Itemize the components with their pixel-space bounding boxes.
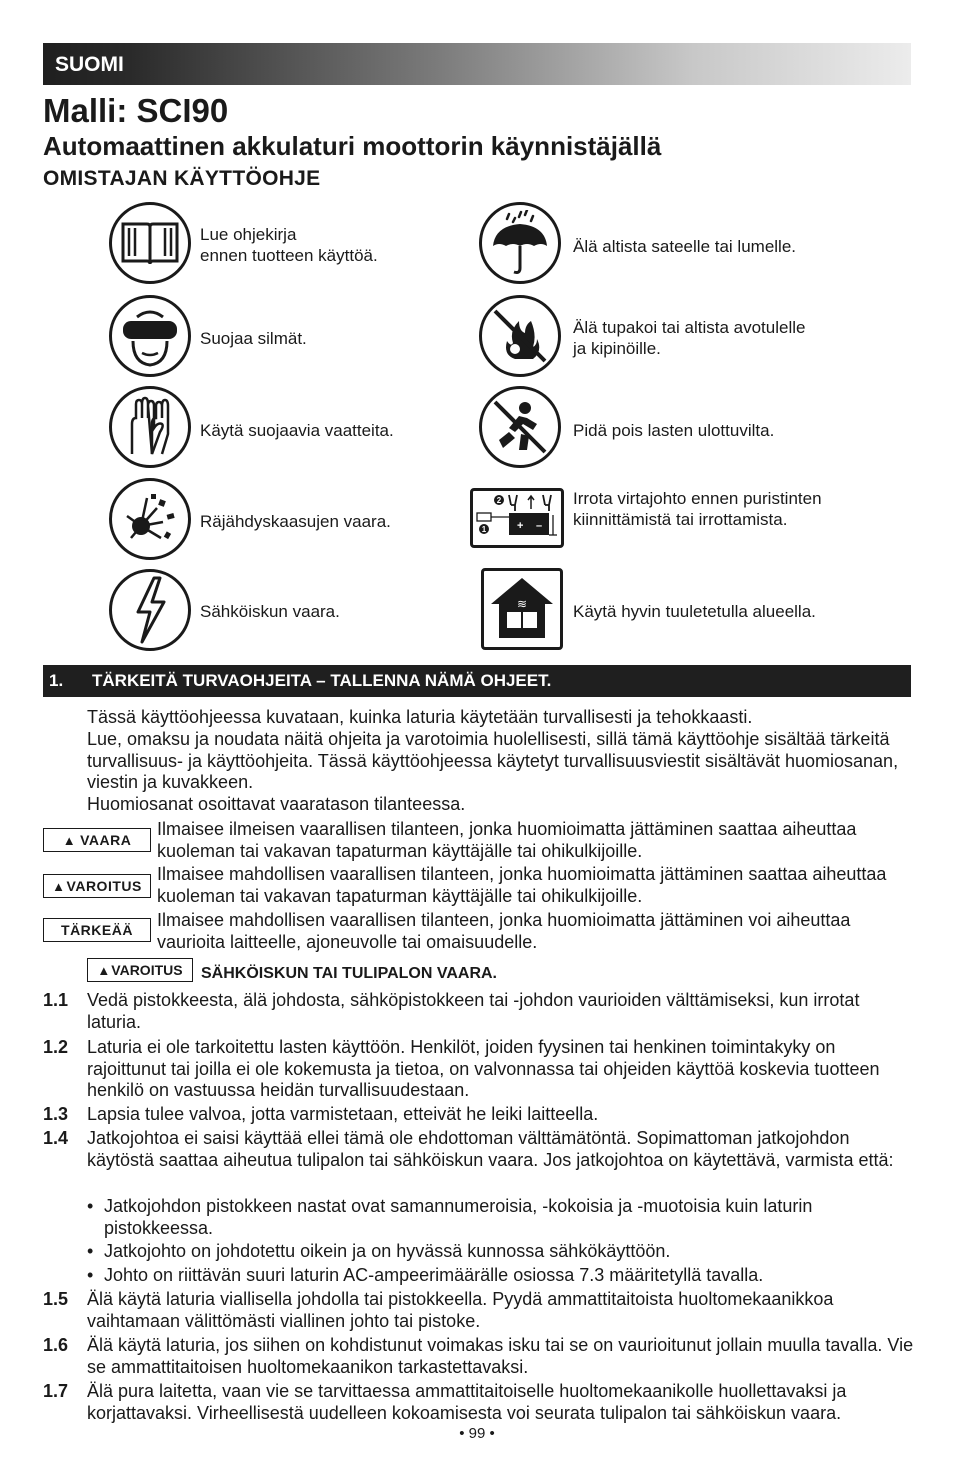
item-number: 1.1 — [43, 990, 69, 1010]
page-number: • 99 • — [459, 1425, 495, 1442]
battery-clamp-icon — [470, 488, 564, 548]
icon-caption-gloves: Käytä suojaavia vaatteita. — [200, 421, 394, 440]
item-number: 1.5 — [43, 1289, 69, 1309]
item-text: Älä käytä laturia, jos siihen on kohdistunut voimakas isku tai se on vaurioitunut jollain muulla tavalla. Vie se ammattitaitoisen huoltomekaanikon tarkastettavaksi. — [87, 1335, 914, 1377]
warning-triangle-icon: ▲ — [62, 832, 77, 848]
notice-badge: TÄRKEÄÄ — [43, 918, 151, 942]
safety-goggles-icon — [109, 295, 191, 377]
gloves-icon — [109, 386, 191, 468]
item-text: Jatkojohtoa ei saisi käyttää ellei tämä ole ehdottoman välttämätöntä. Sopimattoman jatkojohdon käytöstä saattaa aiheutua tulipalon tai sähköiskun vaara. Jos jatkojohtoa on käytettävä, varmista että: — [87, 1128, 894, 1170]
language-label: SUOMI — [55, 53, 124, 76]
model-title: Malli: SCI90 — [43, 92, 229, 129]
manual-title: OMISTAJAN KÄYTTÖOHJE — [43, 167, 321, 190]
intro-paragraph-3: Huomiosanat osoittavat vaaratason tilanteessa. — [87, 794, 466, 814]
item-text: Älä käytä laturia viallisella johdolla tai pistokkeella. Pyydä ammattitaitoista huoltomekaanikkoa vaihtamaan välittömästi viallinen johto tai pistoke. — [87, 1289, 834, 1331]
warning-badge-inline: ▲ VAROITUS — [87, 958, 193, 982]
icon-caption-manual: Lue ohjekirja ennen tuotteen käyttöä. — [200, 225, 378, 265]
item-number: 1.6 — [43, 1335, 69, 1355]
icon-caption-rain: Älä altista sateelle tai lumelle. — [573, 237, 797, 256]
warning-heading: SÄHKÖISKUN TAI TULIPALON VAARA. — [201, 965, 497, 982]
no-children-icon — [479, 386, 561, 468]
icon-caption-goggles: Suojaa silmät. — [200, 329, 307, 348]
intro-paragraph-1: Tässä käyttöohjeessa kuvataan, kuinka laturia käytetään turvallisesti ja tehokkaasti. — [87, 707, 753, 727]
icon-caption-children: Pidä pois lasten ulottuvilta. — [573, 421, 775, 440]
battery-minus: – — [536, 520, 543, 532]
heat-waves-icon: ≋ — [516, 597, 528, 611]
product-subtitle: Automaattinen akkulaturi moottorin käynnistäjällä — [43, 131, 662, 161]
icon-caption-explosion: Räjähdyskaasujen vaara. — [200, 512, 391, 531]
item-number: 1.4 — [43, 1128, 69, 1148]
language-bar — [43, 43, 911, 85]
section-number: 1. — [49, 671, 64, 690]
list-item: • Johto on riittävän suuri laturin AC-ampeerimäärälle osiossa 7.3 määritetyllä tavalla. — [87, 1265, 764, 1285]
icon-caption-clamp: Irrota virtajohto ennen puristinten kiinnittämistä tai irrottamista. — [573, 489, 822, 529]
explosion-icon — [109, 478, 191, 560]
ventilation-house-icon — [481, 568, 563, 650]
notice-description: Ilmaisee mahdollisen vaarallisen tilanteen, jonka huomioimatta jättäminen voi aiheuttaa vaurioita laitteelle, ajoneuvolle tai omaisuudelle. — [157, 910, 851, 952]
battery-marker-1: 1 — [481, 525, 487, 534]
battery-plus: + — [517, 520, 524, 532]
section-heading — [43, 665, 911, 697]
manual-book-icon — [109, 202, 191, 284]
warning-badge: ▲ VAROITUS — [43, 874, 151, 898]
item-text: Älä pura laitetta, vaan vie se tarvittaessa ammattitaitoiselle huoltomekaanikolle huollettavaksi ja korjattavaksi. Virheellisestä uudelleen kokoamisesta voi seurata tulipalon tai sähköiskun vaara. — [87, 1381, 847, 1423]
battery-marker-2: 2 — [496, 496, 502, 505]
item-number: 1.2 — [43, 1037, 69, 1057]
danger-description: Ilmaisee ilmeisen vaarallisen tilanteen, jonka huomioimatta jättäminen saattaa aiheuttaa kuoleman tai vakavan tapaturman käyttäjälle tai ohikulkijoille. — [157, 819, 857, 861]
item-text: Vedä pistokkeesta, älä johdosta, sähköpistokkeen tai -johdon vaurioiden välttämiseksi, kun irrotat laturia. — [87, 990, 860, 1032]
umbrella-rain-icon — [479, 202, 561, 284]
danger-badge: ▲ VAARA — [43, 828, 151, 852]
warning-description: Ilmaisee mahdollisen vaarallisen tilanteen, jonka huomioimatta jättäminen saattaa aiheuttaa kuoleman tai vakavan tapaturman käyttäjälle tai ohikulkijoille. — [157, 864, 887, 906]
electric-shock-icon — [109, 569, 191, 651]
list-item: • Jatkojohdon pistokkeen nastat ovat samannumeroisia, -kokoisia ja -muotoisia kuin laturin pistokkeessa. — [87, 1196, 813, 1238]
icon-caption-ventilation: Käytä hyvin tuuletetulla alueella. — [573, 602, 816, 621]
item-number: 1.3 — [43, 1104, 69, 1124]
warning-triangle-icon: ▲ — [52, 878, 66, 894]
item-number: 1.7 — [43, 1381, 69, 1401]
list-item: • Jatkojohto on johdotettu oikein ja on hyvässä kunnossa sähkökäyttöön. — [87, 1241, 671, 1261]
item-text: Laturia ei ole tarkoitettu lasten käyttöön. Henkilöt, joiden fyysinen tai henkinen toimintakyky on rajoittunut tai joilla ei ole kokemusta ja tietoa, on valvonnassa tai ohjeiden käyttöä koskevia tuotteen henkilö on vastuussa heidän turvallisuudestaan. — [87, 1037, 880, 1100]
item-text: Lapsia tulee valvoa, jotta varmistetaan, etteivät he leiki laitteella. — [87, 1104, 599, 1124]
icon-caption-shock: Sähköiskun vaara. — [200, 602, 340, 621]
icon-caption-flame: Älä tupakoi tai altista avotulelle ja kipinöille. — [573, 318, 806, 358]
no-smoking-flame-icon — [479, 295, 561, 377]
intro-paragraph-2: Lue, omaksu ja noudata näitä ohjeita ja varotoimia huolellisesti, sillä tämä käyttöohje sisältää tärkeitä turvallisuus- ja käyttöohjeita. Tässä käyttöohjeessa käytetyt turvallisuusviestit sisältävät huomiosanan, viestin ja kuvakkeen. — [87, 729, 899, 792]
section-title: TÄRKEITÄ TURVAOHJEITA – TALLENNA NÄMÄ OHJEET. — [92, 671, 552, 690]
warning-triangle-icon: ▲ — [97, 962, 111, 978]
